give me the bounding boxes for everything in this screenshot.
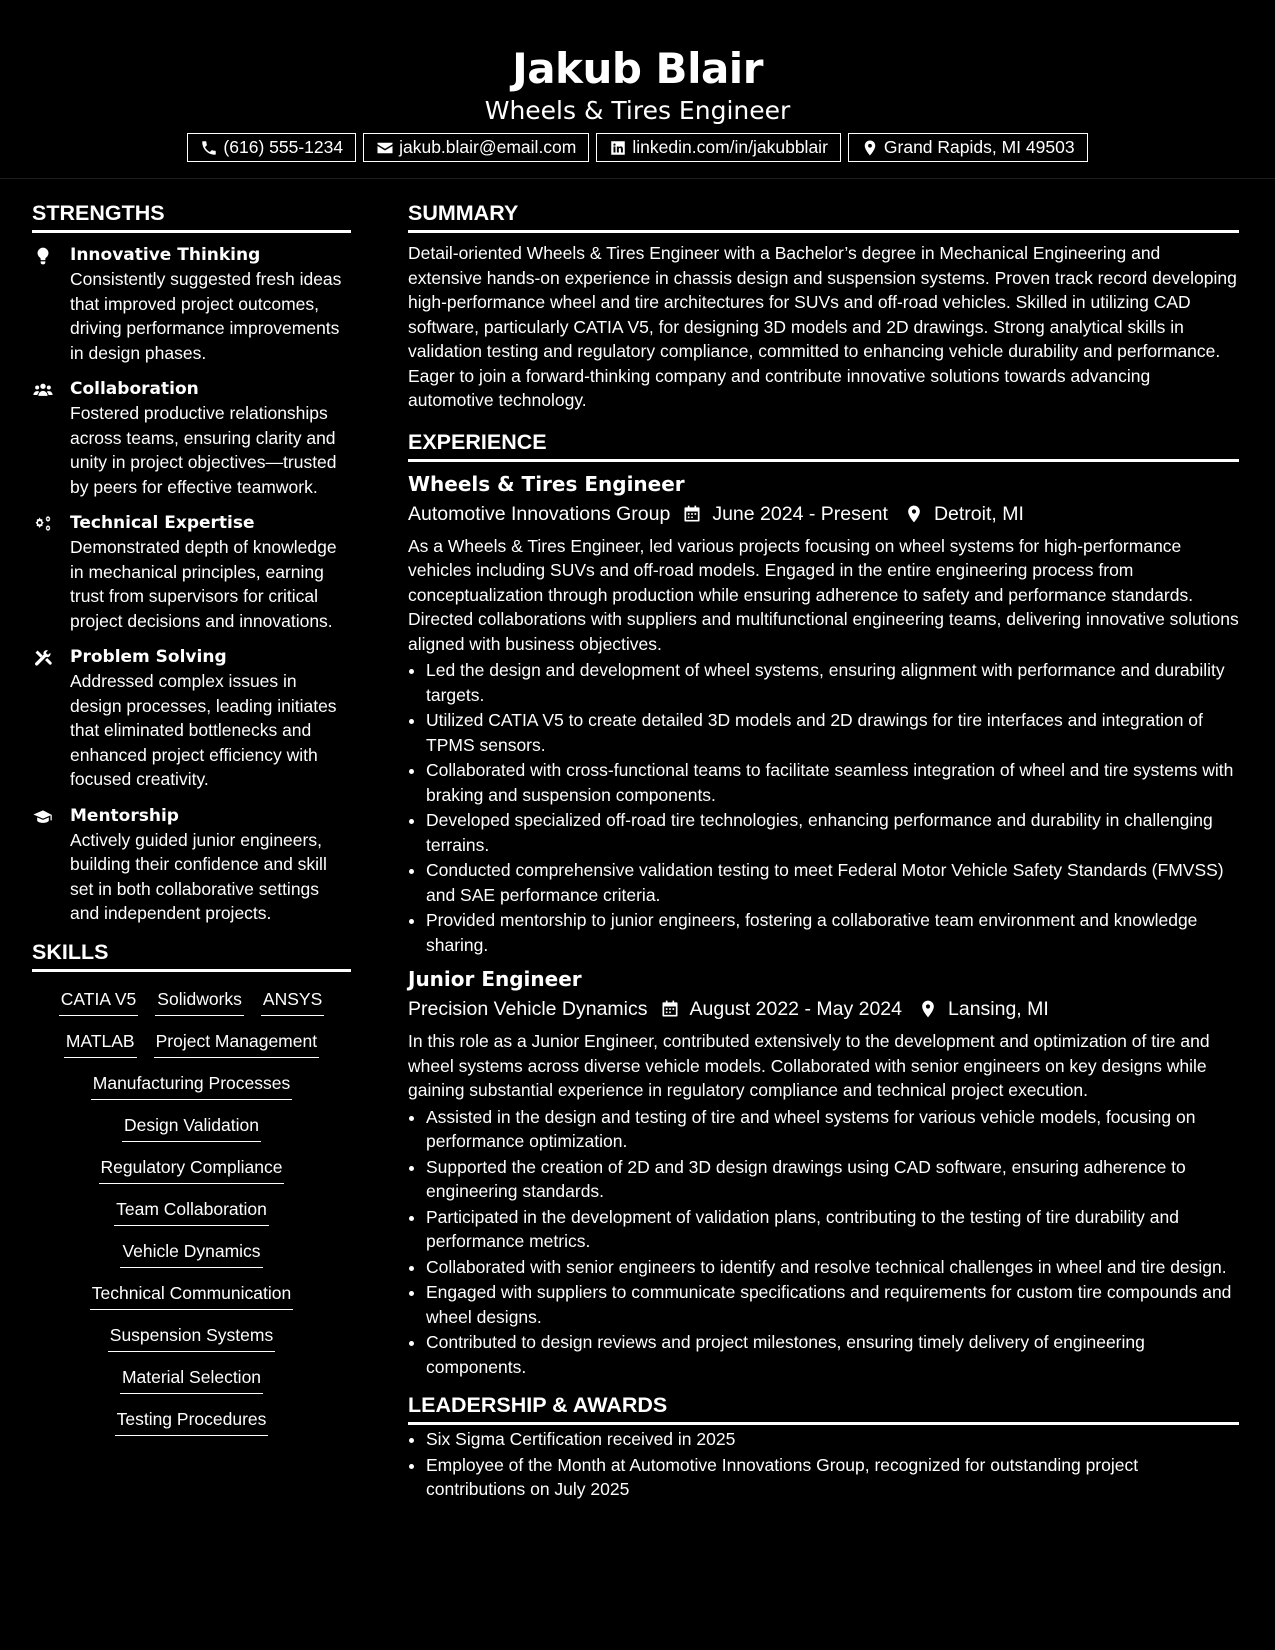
calendar-icon [660, 999, 680, 1019]
skills-list [32, 988, 351, 1436]
map-pin-icon [861, 139, 879, 157]
summary-heading: SUMMARY [408, 199, 1239, 233]
skill-tag: MATLAB [64, 1030, 137, 1058]
job-meta [408, 499, 1239, 529]
skill-tag: Design Validation [122, 1114, 261, 1142]
strength-item [32, 243, 351, 365]
right-column [408, 199, 1239, 1503]
strength-title: Technical Expertise [70, 513, 255, 533]
strength-title: Problem Solving [70, 647, 227, 667]
skill-tag: Regulatory Compliance [99, 1156, 285, 1184]
job-location: Lansing, MI [948, 998, 1049, 1020]
job-bullets [408, 1105, 1239, 1380]
strength-title: Mentorship [70, 805, 179, 826]
job-meta [408, 994, 1239, 1024]
strengths-heading: STRENGTHS [32, 199, 351, 233]
strength-item [32, 511, 351, 633]
contact-email[interactable] [363, 133, 589, 162]
tools-icon [32, 648, 54, 668]
strength-desc: Demonstrated depth of knowledge in mechanical principles, earning trust from supervisors for critical project decisions and innovations. [70, 537, 337, 631]
strength-desc: Fostered productive relationships across teams, ensuring clarity and unity in project objectives—trusted by peers for effective teamwork. [70, 403, 337, 497]
list-item: • Engaged with suppliers to communicate specifications and requirements for custom tire compounds and wheel designs. [426, 1280, 1239, 1329]
job-title: Junior Engineer [408, 967, 582, 991]
skill-tag: Testing Procedures [115, 1408, 269, 1436]
candidate-name: Jakub Blair [512, 44, 763, 93]
contact-email-text: jakub.blair@email.com [399, 137, 577, 157]
list-item: • Conducted comprehensive validation testing to meet Federal Motor Vehicle Safety Standards (FMVSS) and SAE performance criteria. [426, 858, 1239, 907]
skill-tag: Technical Communication [90, 1282, 293, 1310]
strength-title: Innovative Thinking [70, 245, 261, 265]
skill-tag: Suspension Systems [108, 1324, 275, 1352]
list-item: • Collaborated with senior engineers to identify and resolve technical challenges in wheel and tire design. [426, 1255, 1239, 1280]
skill-tag: Project Management [154, 1030, 319, 1058]
contact-phone-text: (616) 555-1234 [223, 137, 344, 157]
resume-header [0, 0, 1275, 179]
linkedin-icon [609, 139, 627, 157]
list-item: • Provided mentorship to junior engineers, fostering a collaborative team environment and knowledge sharing. [426, 908, 1239, 957]
strength-item [32, 804, 351, 926]
job-company: Automotive Innovations Group [408, 502, 671, 525]
job-dates: August 2022 - May 2024 [689, 998, 902, 1020]
contact-linkedin-text: linkedin.com/in/jakubblair [632, 137, 828, 157]
left-column [32, 199, 351, 1436]
job-description: As a Wheels & Tires Engineer, led various projects focusing on wheel systems for high-performance vehicles including SUVs and off-road models. Engaged in the entire engineering process from conceptualization through production while ensuring adherence to safety and performance standards. Directed collaborations with suppliers and multifunctional engineering teams, delivering innovative solutions aligned with business objectives. [408, 535, 1239, 654]
list-item: • Employee of the Month at Automotive Innovations Group, recognized for outstanding project contributions on July 2025 [426, 1453, 1239, 1502]
contact-linkedin[interactable] [596, 133, 841, 162]
map-pin-icon [904, 504, 924, 524]
experience-heading: EXPERIENCE [408, 428, 1239, 462]
strength-desc: Addressed complex issues in design processes, leading initiates that eliminated bottlenecks and enhanced project efficiency with focused creativity. [70, 671, 337, 789]
list-item: • Led the design and development of wheel systems, ensuring alignment with performance and durability targets. [426, 658, 1239, 707]
lightbulb-icon [32, 246, 54, 266]
list-item: • Utilized CATIA V5 to create detailed 3D models and 2D drawings for tire interfaces and integration of TPMS sensors. [426, 708, 1239, 757]
skills-heading: SKILLS [32, 938, 351, 972]
list-item: • Six Sigma Certification received in 2025 [426, 1427, 1239, 1452]
job-entry [408, 965, 1239, 1379]
job-title: Wheels & Tires Engineer [408, 471, 685, 496]
candidate-title: Wheels & Tires Engineer [484, 96, 791, 125]
strength-desc: Consistently suggested fresh ideas that improved project outcomes, driving performance improvements in design phases. [70, 269, 342, 363]
contact-phone[interactable] [187, 133, 356, 162]
job-bullets [408, 658, 1239, 957]
list-item: • Contributed to design reviews and project milestones, ensuring timely delivery of engineering components. [426, 1330, 1239, 1379]
skill-tag: Solidworks [155, 988, 244, 1016]
users-icon [32, 380, 54, 400]
strength-desc: Actively guided junior engineers, building their confidence and skill set in both collaborative settings and independent projects. [70, 829, 327, 923]
job-dates: June 2024 - Present [712, 502, 888, 525]
list-item: • Participated in the development of validation plans, contributing to the testing of tire durability and performance metrics. [426, 1205, 1239, 1254]
skill-tag: Vehicle Dynamics [120, 1240, 262, 1268]
list-item: • Developed specialized off-road tire technologies, enhancing performance and durability in challenging terrains. [426, 808, 1239, 857]
awards-heading: LEADERSHIP & AWARDS [408, 1391, 1239, 1425]
summary-text: Detail-oriented Wheels & Tires Engineer with a Bachelor’s degree in Mechanical Engineering and extensive hands-on experience in chassis design and suspension systems. Proven track record developing high-performance wheel and tire architectures for SUVs and off-road vehicles. Skilled in utilizing CAD software, particularly CATIA V5, for designing 3D models and 2D drawings. Strong analytical skills in validation testing and regulatory compliance, committed to enhancing vehicle durability and performance. Eager to join a forward-thinking company and contribute innovative solutions towards advancing automotive technology. [408, 243, 1237, 410]
job-company: Precision Vehicle Dynamics [408, 998, 648, 1020]
envelope-icon [376, 139, 394, 157]
strengths-list [32, 243, 351, 926]
list-item: • Supported the creation of 2D and 3D design drawings using CAD software, ensuring adherence to engineering standards. [426, 1155, 1239, 1204]
skill-tag: ANSYS [261, 988, 324, 1016]
gears-icon [32, 514, 54, 534]
job-entry [408, 470, 1239, 958]
contact-bar [0, 133, 1275, 162]
strength-item [32, 645, 351, 792]
job-description: In this role as a Junior Engineer, contributed extensively to the development and optimization of tire and wheel systems across diverse vehicle models. Collaborated with senior engineers on key designs while gaining substantial experience in regulatory compliance and technical project execution. [408, 1031, 1210, 1100]
awards-list [408, 1427, 1239, 1502]
skill-tag: CATIA V5 [59, 988, 139, 1016]
job-location: Detroit, MI [933, 502, 1024, 525]
strength-title: Collaboration [70, 379, 199, 399]
skill-tag: Manufacturing Processes [91, 1072, 292, 1100]
skill-tag: Material Selection [120, 1366, 263, 1394]
phone-icon [200, 139, 218, 157]
map-pin-icon [918, 999, 938, 1019]
calendar-icon [682, 504, 702, 524]
list-item: • Collaborated with cross-functional teams to facilitate seamless integration of wheel and tire systems with braking and suspension components. [426, 758, 1239, 807]
contact-location [848, 133, 1088, 162]
list-item: • Assisted in the design and testing of tire and wheel systems for various vehicle models, focusing on performance optimization. [426, 1105, 1239, 1154]
graduation-cap-icon [32, 807, 54, 827]
strength-item [32, 377, 351, 499]
skill-tag: Team Collaboration [114, 1198, 269, 1226]
contact-location-text: Grand Rapids, MI 49503 [883, 137, 1075, 157]
